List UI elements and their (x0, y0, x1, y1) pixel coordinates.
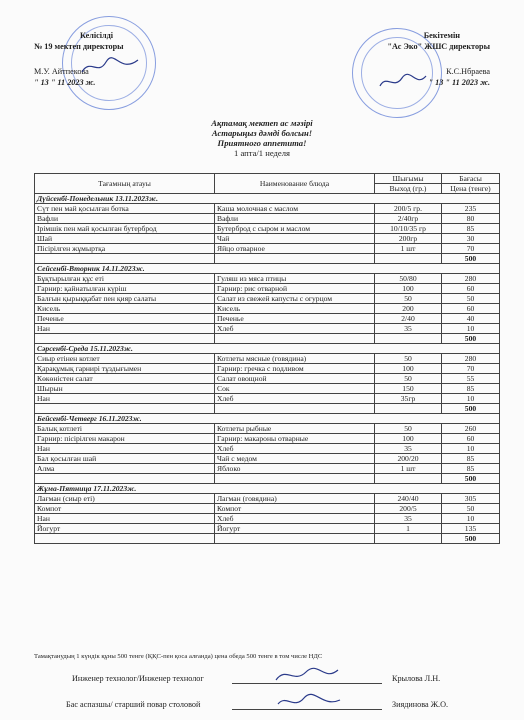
dish-price: 10 (442, 394, 500, 404)
dish-output: 200гр (375, 234, 442, 244)
price-note: Тамақтанудың 1 күндік құны 500 тенге (ҚҚС-пен қоса алғанда) цена обеда 500 тенге в том числе НДС (34, 653, 323, 660)
company-director-name: К.С.Нбраева (446, 67, 490, 76)
empty-cell (35, 334, 215, 344)
dish-price: 280 (442, 274, 500, 284)
technologist-label: Инженер технолог/Инженер технолог (72, 674, 204, 683)
table-row (35, 304, 500, 314)
dish-name-ru: Компот (215, 504, 375, 514)
dish-output: 1 шт (375, 244, 442, 254)
day-label: Сейсенбі-Вторник 14.11.2023ж. (35, 264, 500, 274)
dish-name-kz: Балық котлеті (35, 424, 215, 434)
table-row (35, 454, 500, 464)
empty-cell (215, 254, 375, 264)
empty-cell (215, 404, 375, 414)
dish-name-ru: Гарнир: макароны отварные (215, 434, 375, 444)
dish-price: 85 (442, 464, 500, 474)
dish-name-ru: Салат овощной (215, 374, 375, 384)
menu-title (0, 118, 524, 158)
dish-output: 150 (375, 384, 442, 394)
table-row (35, 274, 500, 284)
dish-name-ru: Сок (215, 384, 375, 394)
day-total-row (35, 254, 500, 264)
dish-name-kz: Кисель (35, 304, 215, 314)
col-header-price-ru: Цена (тенге) (442, 184, 500, 194)
menu-heading: Ақтамақ мектеп ас мәзірі (211, 118, 313, 128)
dish-price: 70 (442, 364, 500, 374)
dish-price: 40 (442, 314, 500, 324)
table-row (35, 504, 500, 514)
dish-output: 100 (375, 364, 442, 374)
school-director-title: № 19 мектеп директоры (34, 42, 124, 51)
greeting-ru: Приятного аппетита! (217, 138, 307, 148)
dish-output: 35 (375, 324, 442, 334)
table-row (35, 444, 500, 454)
dish-output: 1 шт (375, 464, 442, 474)
table-row (35, 354, 500, 364)
table-row (35, 364, 500, 374)
day-header-row (35, 484, 500, 494)
dish-name-ru: Хлеб (215, 394, 375, 404)
empty-cell (215, 474, 375, 484)
dish-price: 60 (442, 304, 500, 314)
empty-cell (215, 334, 375, 344)
dish-name-ru: Гарнир: рис отварной (215, 284, 375, 294)
approval-label: Келісілді (80, 31, 114, 40)
dish-name-ru: Вафли (215, 214, 375, 224)
dish-name-kz: Гарнир: пісірілген макарон (35, 434, 215, 444)
dish-name-kz: Нан (35, 514, 215, 524)
dish-price: 10 (442, 324, 500, 334)
empty-cell (375, 334, 442, 344)
dish-output: 1 (375, 524, 442, 534)
dish-output: 50 (375, 294, 442, 304)
approve-label: Бекітемін (423, 31, 460, 40)
dish-name-kz: Сүт пен май қосылған ботка (35, 204, 215, 214)
dish-name-kz: Йогурт (35, 524, 215, 534)
day-total-price: 500 (442, 334, 500, 344)
dish-output: 200 (375, 304, 442, 314)
col-header-kz-name: Тағамның атауы (35, 174, 215, 194)
dish-output: 50 (375, 374, 442, 384)
dish-name-ru: Гуляш из мяса птицы (215, 274, 375, 284)
table-row (35, 224, 500, 234)
dish-name-kz: Нан (35, 394, 215, 404)
day-total-row (35, 404, 500, 414)
day-total-price: 500 (442, 534, 500, 544)
empty-cell (35, 254, 215, 264)
dish-name-kz: Ірімшік пен май қосылған бутерброд (35, 224, 215, 234)
empty-cell (375, 474, 442, 484)
dish-price: 50 (442, 504, 500, 514)
director-signature-right (378, 72, 428, 92)
table-row (35, 524, 500, 534)
dish-output: 100 (375, 434, 442, 444)
dish-output: 200/5 гр. (375, 204, 442, 214)
dish-name-ru: Чай с медом (215, 454, 375, 464)
table-row (35, 284, 500, 294)
chef-signature (274, 690, 344, 712)
dish-price: 30 (442, 234, 500, 244)
dish-name-kz: Шырын (35, 384, 215, 394)
dish-name-ru: Гарнир: гречка с подливом (215, 364, 375, 374)
day-total-row (35, 334, 500, 344)
dish-name-kz: Нан (35, 444, 215, 454)
dish-name-kz: Бұқтырылған құс еті (35, 274, 215, 284)
dish-price: 305 (442, 494, 500, 504)
dish-name-kz: Бал қосылған шай (35, 454, 215, 464)
col-header-output-ru: Выход (гр.) (375, 184, 442, 194)
empty-cell (35, 404, 215, 414)
day-header-row (35, 344, 500, 354)
dish-name-kz: Компот (35, 504, 215, 514)
day-label: Дүйсенбі-Понедельник 13.11.2023ж. (35, 194, 500, 204)
dish-output: 50 (375, 424, 442, 434)
dish-name-ru: Кисель (215, 304, 375, 314)
dish-output: 200/5 (375, 504, 442, 514)
dish-output: 240/40 (375, 494, 442, 504)
dish-price: 10 (442, 514, 500, 524)
dish-name-kz: Шай (35, 234, 215, 244)
dish-output: 35 (375, 444, 442, 454)
table-row (35, 214, 500, 224)
dish-name-kz: Нан (35, 324, 215, 334)
dish-name-ru: Хлеб (215, 514, 375, 524)
company-director-title: "Ас Эко" ЖШС директоры (387, 42, 490, 51)
technologist-signature (272, 664, 342, 686)
table-row (35, 374, 500, 384)
dish-name-ru: Яблоко (215, 464, 375, 474)
dish-name-kz: Печенье (35, 314, 215, 324)
table-row (35, 434, 500, 444)
table-row (35, 234, 500, 244)
dish-output: 2/40гр (375, 214, 442, 224)
empty-cell (35, 534, 215, 544)
table-row (35, 204, 500, 214)
dish-name-ru: Салат из свежей капусты с огурцом (215, 294, 375, 304)
empty-cell (375, 254, 442, 264)
table-row (35, 424, 500, 434)
dish-output: 50/80 (375, 274, 442, 284)
dish-price: 85 (442, 224, 500, 234)
dish-output: 2/40 (375, 314, 442, 324)
day-header-row (35, 194, 500, 204)
dish-price: 85 (442, 454, 500, 464)
table-row (35, 464, 500, 474)
dish-name-kz: Көкөністен салат (35, 374, 215, 384)
day-total-price: 500 (442, 474, 500, 484)
table-row (35, 314, 500, 324)
dish-output: 35 (375, 514, 442, 524)
dish-output: 100 (375, 284, 442, 294)
day-total-price: 500 (442, 404, 500, 414)
technologist-name: Крылова Л.Н. (392, 674, 441, 683)
dish-price: 235 (442, 204, 500, 214)
empty-cell (215, 534, 375, 544)
school-approval-date: " 13 " 11 2023 ж. (34, 78, 96, 87)
dish-name-ru: Каша молочная с маслом (215, 204, 375, 214)
dish-name-ru: Лагман (говядина) (215, 494, 375, 504)
director-signature-left (80, 54, 140, 78)
day-header-row (35, 264, 500, 274)
dish-name-ru: Йогурт (215, 524, 375, 534)
dish-price: 60 (442, 434, 500, 444)
table-row (35, 494, 500, 504)
col-header-output-kz: Шығымы (375, 174, 442, 184)
chef-name: Зиядинова Ж.О. (392, 700, 449, 709)
empty-cell (35, 474, 215, 484)
table-header-row (35, 174, 500, 184)
day-header-row (35, 414, 500, 424)
dish-name-ru: Бутерброд с сыром и маслом (215, 224, 375, 234)
day-label: Жұма-Пятница 17.11.2023ж. (35, 484, 500, 494)
dish-name-ru: Печенье (215, 314, 375, 324)
dish-price: 85 (442, 384, 500, 394)
dish-name-ru: Хлеб (215, 324, 375, 334)
table-row (35, 384, 500, 394)
dish-name-ru: Яйцо отварное (215, 244, 375, 254)
table-row (35, 394, 500, 404)
dish-output: 35гр (375, 394, 442, 404)
company-approval-date: " 13 " 11 2023 ж. (428, 78, 490, 87)
col-header-ru-name: Наименование блюда (215, 174, 375, 194)
table-row (35, 514, 500, 524)
table-row (35, 294, 500, 304)
dish-name-ru: Котлеты мясные (говядина) (215, 354, 375, 364)
dish-price: 135 (442, 524, 500, 534)
day-label: Бейсенбі-Четверг 16.11.2023ж. (35, 414, 500, 424)
dish-price: 260 (442, 424, 500, 434)
dish-price: 70 (442, 244, 500, 254)
dish-price: 10 (442, 444, 500, 454)
dish-price: 50 (442, 294, 500, 304)
dish-name-kz: Алма (35, 464, 215, 474)
dish-price: 280 (442, 354, 500, 364)
dish-name-ru: Котлеты рыбные (215, 424, 375, 434)
dish-price: 80 (442, 214, 500, 224)
table-row (35, 244, 500, 254)
dish-name-kz: Гарнир: қайнатылған күріш (35, 284, 215, 294)
menu-table (34, 173, 500, 544)
dish-name-kz: Пісірілген жұмыртқа (35, 244, 215, 254)
dish-name-kz: Вафли (35, 214, 215, 224)
dish-output: 200/20 (375, 454, 442, 464)
day-total-row (35, 474, 500, 484)
empty-cell (375, 534, 442, 544)
dish-name-ru: Чай (215, 234, 375, 244)
empty-cell (375, 404, 442, 414)
table-row (35, 324, 500, 334)
day-label: Сәрсенбі-Среда 15.11.2023ж. (35, 344, 500, 354)
greeting-kz: Астарыңыз дәмді болсын! (211, 128, 313, 138)
day-total-row (35, 534, 500, 544)
dish-price: 55 (442, 374, 500, 384)
dish-name-kz: Балғын қырыққабат пен қияр салаты (35, 294, 215, 304)
week-label: 1 апта/1 неделя (234, 148, 290, 158)
dish-output: 50 (375, 354, 442, 364)
dish-name-ru: Хлеб (215, 444, 375, 454)
dish-price: 60 (442, 284, 500, 294)
col-header-price-kz: Бағасы (442, 174, 500, 184)
dish-name-kz: Сиыр етінен котлет (35, 354, 215, 364)
chef-label: Бас аспазшы/ старший повар столовой (66, 700, 201, 709)
day-total-price: 500 (442, 254, 500, 264)
dish-name-kz: Лағман (сиыр еті) (35, 494, 215, 504)
dish-name-kz: Қарақұмық гарнирі тұздығымен (35, 364, 215, 374)
dish-output: 10/10/35 гр (375, 224, 442, 234)
school-director-name: М.У. Айтпекова (34, 67, 89, 76)
